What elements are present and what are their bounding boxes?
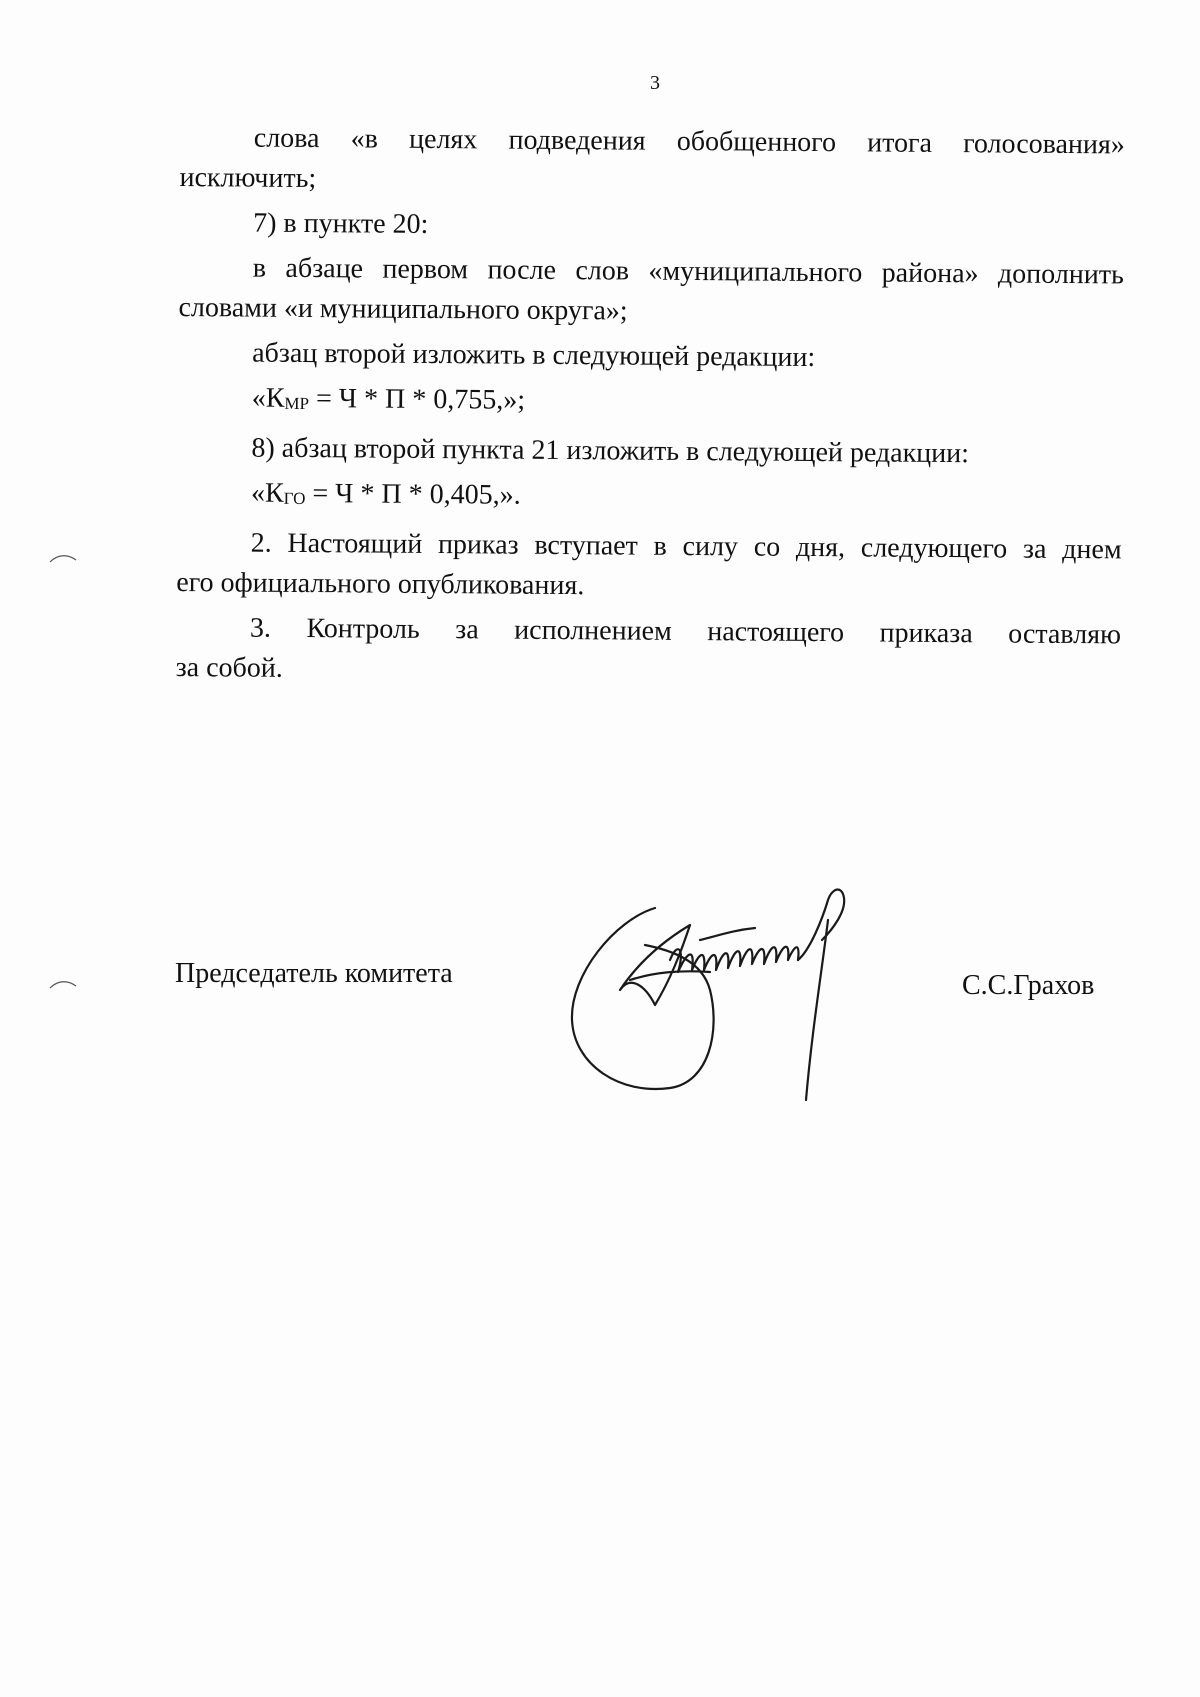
paragraph-line: его официального опубликования. (176, 566, 585, 602)
paragraph-line: слова «в целях подведения обобщенного итога голосования» (253, 122, 1125, 161)
page-number: 3 (650, 72, 660, 94)
signature-block (0, 880, 1200, 1120)
signatory-position: Председатель комитета (175, 958, 453, 989)
formula-subscript: МР (284, 393, 310, 414)
paragraph-control (176, 608, 1122, 695)
signatory-name: С.С.Грахов (962, 970, 1095, 1001)
formula-subscript: ГО (283, 488, 306, 508)
scan-margin-mark (48, 978, 78, 990)
paragraph-item-7: 7) в пункте 20: (253, 207, 429, 240)
formula-prefix: «К (250, 477, 284, 509)
formula-rest: = Ч * П * 0,405,». (305, 477, 521, 511)
formula-prefix: «К (251, 382, 285, 414)
formula-kmr (178, 378, 1123, 430)
paragraph-line: за собой. (175, 651, 283, 684)
paragraph-item-8: 8) абзац второй пункта 21 изложить в следующей редакции: (251, 432, 970, 470)
paragraph-line: словами «и муниципального округа»; (178, 291, 628, 327)
paragraph-first-abzac (178, 248, 1124, 335)
formula-rest: = Ч * П * 0,755,»; (308, 383, 526, 416)
paragraph-exclude-words (179, 118, 1125, 205)
handwritten-signature (560, 880, 920, 1105)
scan-margin-mark (48, 552, 78, 564)
paragraph-effective-date (176, 523, 1122, 610)
paragraph-second-abzac: абзац второй изложить в следующей редакции: (252, 337, 816, 373)
formula-kgo (177, 473, 1122, 525)
paragraph-line: 3. Контроль за исполнением настоящего приказа оставляю (249, 612, 1122, 651)
document-body (175, 118, 1124, 700)
paragraph-line: в абзаце первом после слов «муниципального района» дополнить (252, 252, 1124, 291)
paragraph-line: исключить; (179, 161, 317, 195)
paragraph-line: 2. Настоящий приказ вступает в силу со дня, следующего за днем (250, 527, 1122, 566)
